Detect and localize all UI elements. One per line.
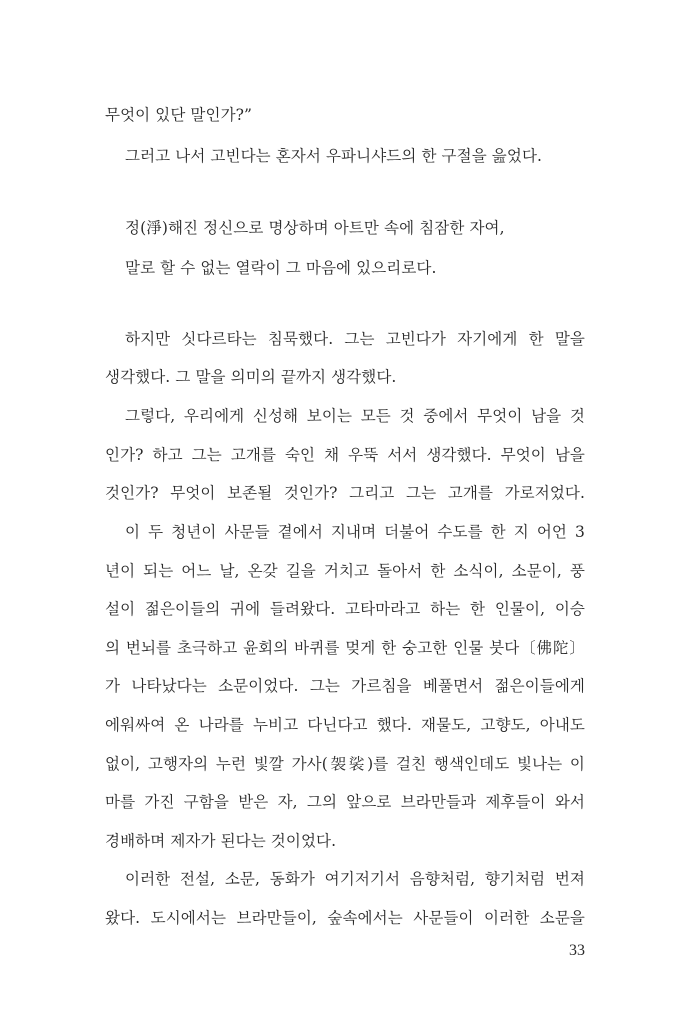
text-line: 마를 가진 구함을 받은 자, 그의 앞으로 브라만들과 제후들이 와서: [105, 793, 585, 811]
text-line: 가 나타났다는 소문이었다. 그는 가르침을 베풀면서 젊은이들에게: [105, 677, 585, 695]
text-line: 경배하며 제자가 된다는 것이었다.: [105, 832, 337, 850]
text-line: 그러고 나서 고빈다는 혼자서 우파니샤드의 한 구절을 읊었다.: [125, 147, 543, 165]
text-line: 생각했다. 그 말을 의미의 끝까지 생각했다.: [105, 368, 397, 386]
text-line: 것인가? 무엇이 보존될 것인가? 그리고 그는 고개를 가로저었다.: [105, 484, 585, 502]
verse-line: 정(淨)해진 정신으로 명상하며 아트만 속에 침잠한 자여,: [125, 219, 505, 237]
text-line: 설이 젊은이들의 귀에 들려왔다. 고타마라고 하는 한 인물이, 이승: [105, 600, 585, 618]
verse-line: 말로 할 수 없는 열락이 그 마음에 있으리로다.: [125, 259, 437, 277]
text-line: 무엇이 있단 말인가?”: [105, 106, 253, 124]
text-line: 의 번뇌를 초극하고 윤회의 바퀴를 멎게 한 숭고한 인물 붓다〔佛陀〕: [105, 639, 585, 657]
text-line: 이러한 전설, 소문, 동화가 여기저기서 음향처럼, 향기처럼 번져: [125, 870, 585, 888]
text-line: 년이 되는 어느 날, 온갖 길을 거치고 돌아서 한 소식이, 소문이, 풍: [105, 562, 585, 580]
text-line: 에워싸여 온 나라를 누비고 다닌다고 했다. 재물도, 고향도, 아내도: [105, 716, 585, 734]
text-line: 없이, 고행자의 누런 빛깔 가사(袈裟)를 걸친 행색인데도 빛나는 이: [105, 755, 585, 773]
text-line: 이 두 청년이 사문들 곁에서 지내며 더불어 수도를 한 지 어언 3: [125, 523, 585, 541]
text-line: 그렇다, 우리에게 신성해 보이는 모든 것 중에서 무엇이 남을 것: [125, 407, 585, 425]
text-line: 인가? 하고 그는 고개를 숙인 채 우뚝 서서 생각했다. 무엇이 남을: [105, 446, 585, 464]
text-line: 왔다. 도시에서는 브라만들이, 숲속에서는 사문들이 이러한 소문을: [105, 909, 585, 927]
text-line: 하지만 싯다르타는 침묵했다. 그는 고빈다가 자기에게 한 말을: [125, 330, 585, 348]
page-number: 33: [569, 942, 585, 959]
